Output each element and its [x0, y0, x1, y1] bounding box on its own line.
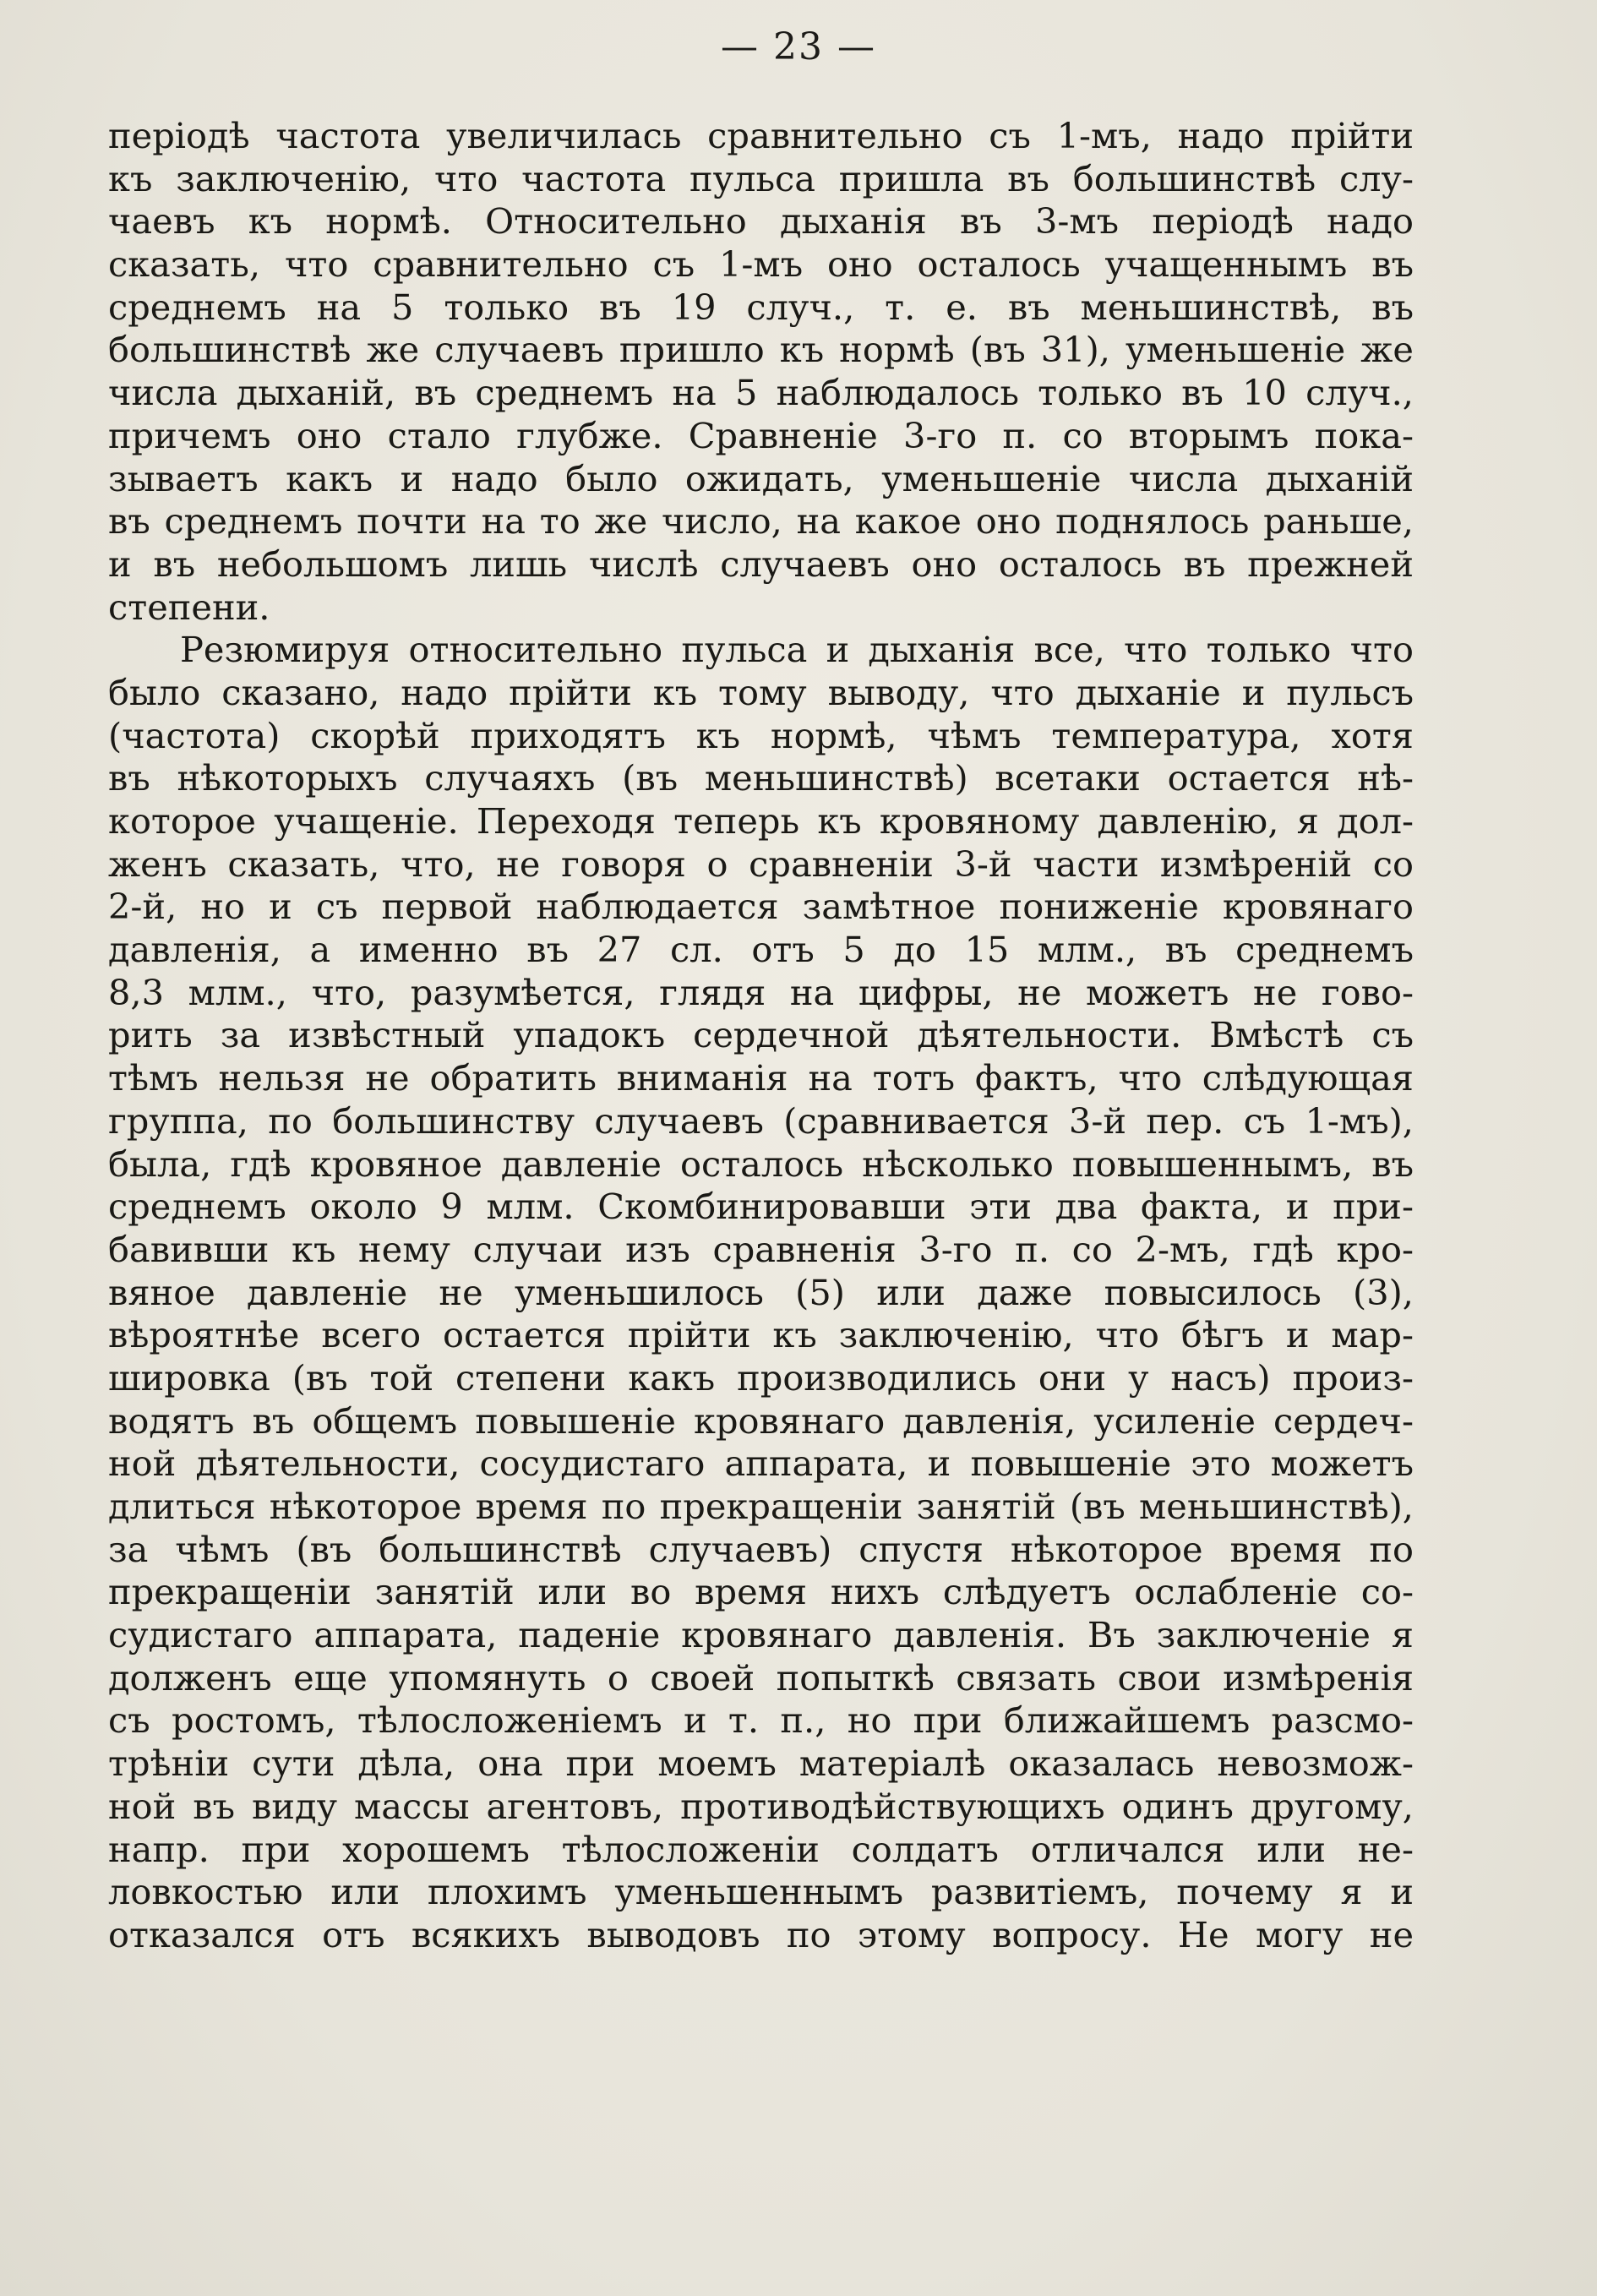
text-line: 8,3 млм., что, разумѣется, глядя на цифры, не можетъ не гово-	[108, 971, 1414, 1013]
text-line: къ заключенію, что частота пульса пришла въ большинствѣ слу-	[108, 157, 1414, 199]
text-line: напр. при хорошемъ тѣлосложеніи солдатъ отличался или не-	[108, 1828, 1414, 1870]
text-line: зываетъ какъ и надо было ожидать, уменьшеніе числа дыханій	[108, 457, 1414, 499]
text-line: отказался отъ всякихъ выводовъ по этому вопросу. Не могу не	[108, 1913, 1414, 1955]
text-line: періодѣ частота увеличилась сравнительно съ 1-мъ, надо прійти	[108, 115, 1414, 156]
paragraph-1	[108, 115, 1414, 629]
text-line: прекращеніи занятій или во время нихъ слѣдуетъ ослабленіе со-	[108, 1571, 1414, 1613]
text-line: тѣмъ нельзя не обратить вниманія на тотъ фактъ, что слѣдующая	[108, 1057, 1414, 1099]
text-line: степени.	[108, 586, 270, 628]
text-line: ловкостью или плохимъ уменьшеннымъ развитіемъ, почему я и	[108, 1871, 1414, 1913]
text-line: шировка (въ той степени какъ производились они у насъ) произ-	[108, 1356, 1414, 1399]
text-line: ной въ виду массы агентовъ, противодѣйствующихъ одинъ другому,	[108, 1785, 1414, 1827]
text-line: была, гдѣ кровяное давленіе осталось нѣсколько повышеннымъ, въ	[108, 1143, 1414, 1185]
text-line: которое учащеніе. Переходя теперь къ кровяному давленію, я дол-	[108, 800, 1414, 842]
text-line: группа, по большинству случаевъ (сравнивается 3-й пер. съ 1-мъ),	[108, 1099, 1414, 1142]
page-number: — 23 —	[721, 25, 876, 68]
text-line: долженъ еще упомянуть о своей попыткѣ связать свои измѣренія	[108, 1656, 1414, 1699]
text-line: съ ростомъ, тѣлосложеніемъ и т. п., но при ближайшемъ разсмо-	[108, 1699, 1414, 1742]
text-line: (частота) скорѣй приходятъ къ нормѣ, чѣмъ температура, хотя	[108, 714, 1414, 756]
text-line: Резюмируя относительно пульса и дыханія все, что только что	[180, 629, 1414, 671]
text-line: чаевъ къ нормѣ. Относительно дыханія въ 3-мъ періодѣ надо	[108, 200, 1414, 243]
text-line: въ среднемъ почти на то же число, на какое оно поднялось раньше,	[108, 500, 1414, 543]
text-line: среднемъ около 9 млм. Скомбинировавши эти два факта, и при-	[108, 1186, 1414, 1228]
text-line: причемъ оно стало глубже. Сравненіе 3-го п. со вторымъ пока-	[108, 414, 1414, 456]
paragraph-2	[108, 629, 1414, 1956]
text-line: 2-й, но и съ первой наблюдается замѣтное пониженіе кровянаго	[108, 886, 1414, 928]
text-line: длиться нѣкоторое время по прекращеніи занятій (въ меньшинствѣ),	[108, 1486, 1414, 1527]
text-line: судистаго аппарата, паденіе кровянаго давленія. Въ заключеніе я	[108, 1614, 1414, 1656]
text-line: рить за извѣстный упадокъ сердечной дѣятельности. Вмѣстѣ съ	[108, 1014, 1414, 1056]
text-line: было сказано, надо прійти къ тому выводу, что дыханіе и пульсъ	[108, 671, 1414, 713]
text-line: за чѣмъ (въ большинствѣ случаевъ) спустя нѣкоторое время по	[108, 1528, 1414, 1570]
text-line: бавивши къ нему случаи изъ сравненія 3-го п. со 2-мъ, гдѣ кро-	[108, 1228, 1414, 1270]
text-line: въ нѣкоторыхъ случаяхъ (въ меньшинствѣ) всетаки остается нѣ-	[108, 757, 1414, 799]
text-line: водятъ въ общемъ повышеніе кровянаго давленія, усиленіе сердеч-	[108, 1399, 1414, 1442]
text-line: числа дыханій, въ среднемъ на 5 наблюдалось только въ 10 случ.,	[108, 372, 1414, 414]
text-line: большинствѣ же случаевъ пришло къ нормѣ (въ 31), уменьшеніе же	[108, 329, 1414, 371]
text-line: и въ небольшомъ лишь числѣ случаевъ оно осталось въ прежней	[108, 543, 1414, 585]
text-line: женъ сказать, что, не говоря о сравненіи 3-й части измѣреній со	[108, 843, 1414, 885]
text-line: давленія, а именно въ 27 сл. отъ 5 до 15 млм., въ среднемъ	[108, 929, 1414, 971]
text-line: вяное давленіе не уменьшилось (5) или даже повысилось (3),	[108, 1271, 1414, 1313]
text-line: вѣроятнѣе всего остается прійти къ заключенію, что бѣгъ и мар-	[108, 1314, 1414, 1356]
text-line: среднемъ на 5 только въ 19 случ., т. е. въ меньшинствѣ, въ	[108, 286, 1414, 328]
text-line: ной дѣятельности, сосудистаго аппарата, и повышеніе это можетъ	[108, 1442, 1414, 1485]
body-text	[108, 115, 1414, 1957]
text-line: сказать, что сравнительно съ 1-мъ оно осталось учащеннымъ въ	[108, 243, 1414, 286]
text-line: трѣніи сути дѣла, она при моемъ матеріалѣ оказалась невозмож-	[108, 1742, 1414, 1785]
